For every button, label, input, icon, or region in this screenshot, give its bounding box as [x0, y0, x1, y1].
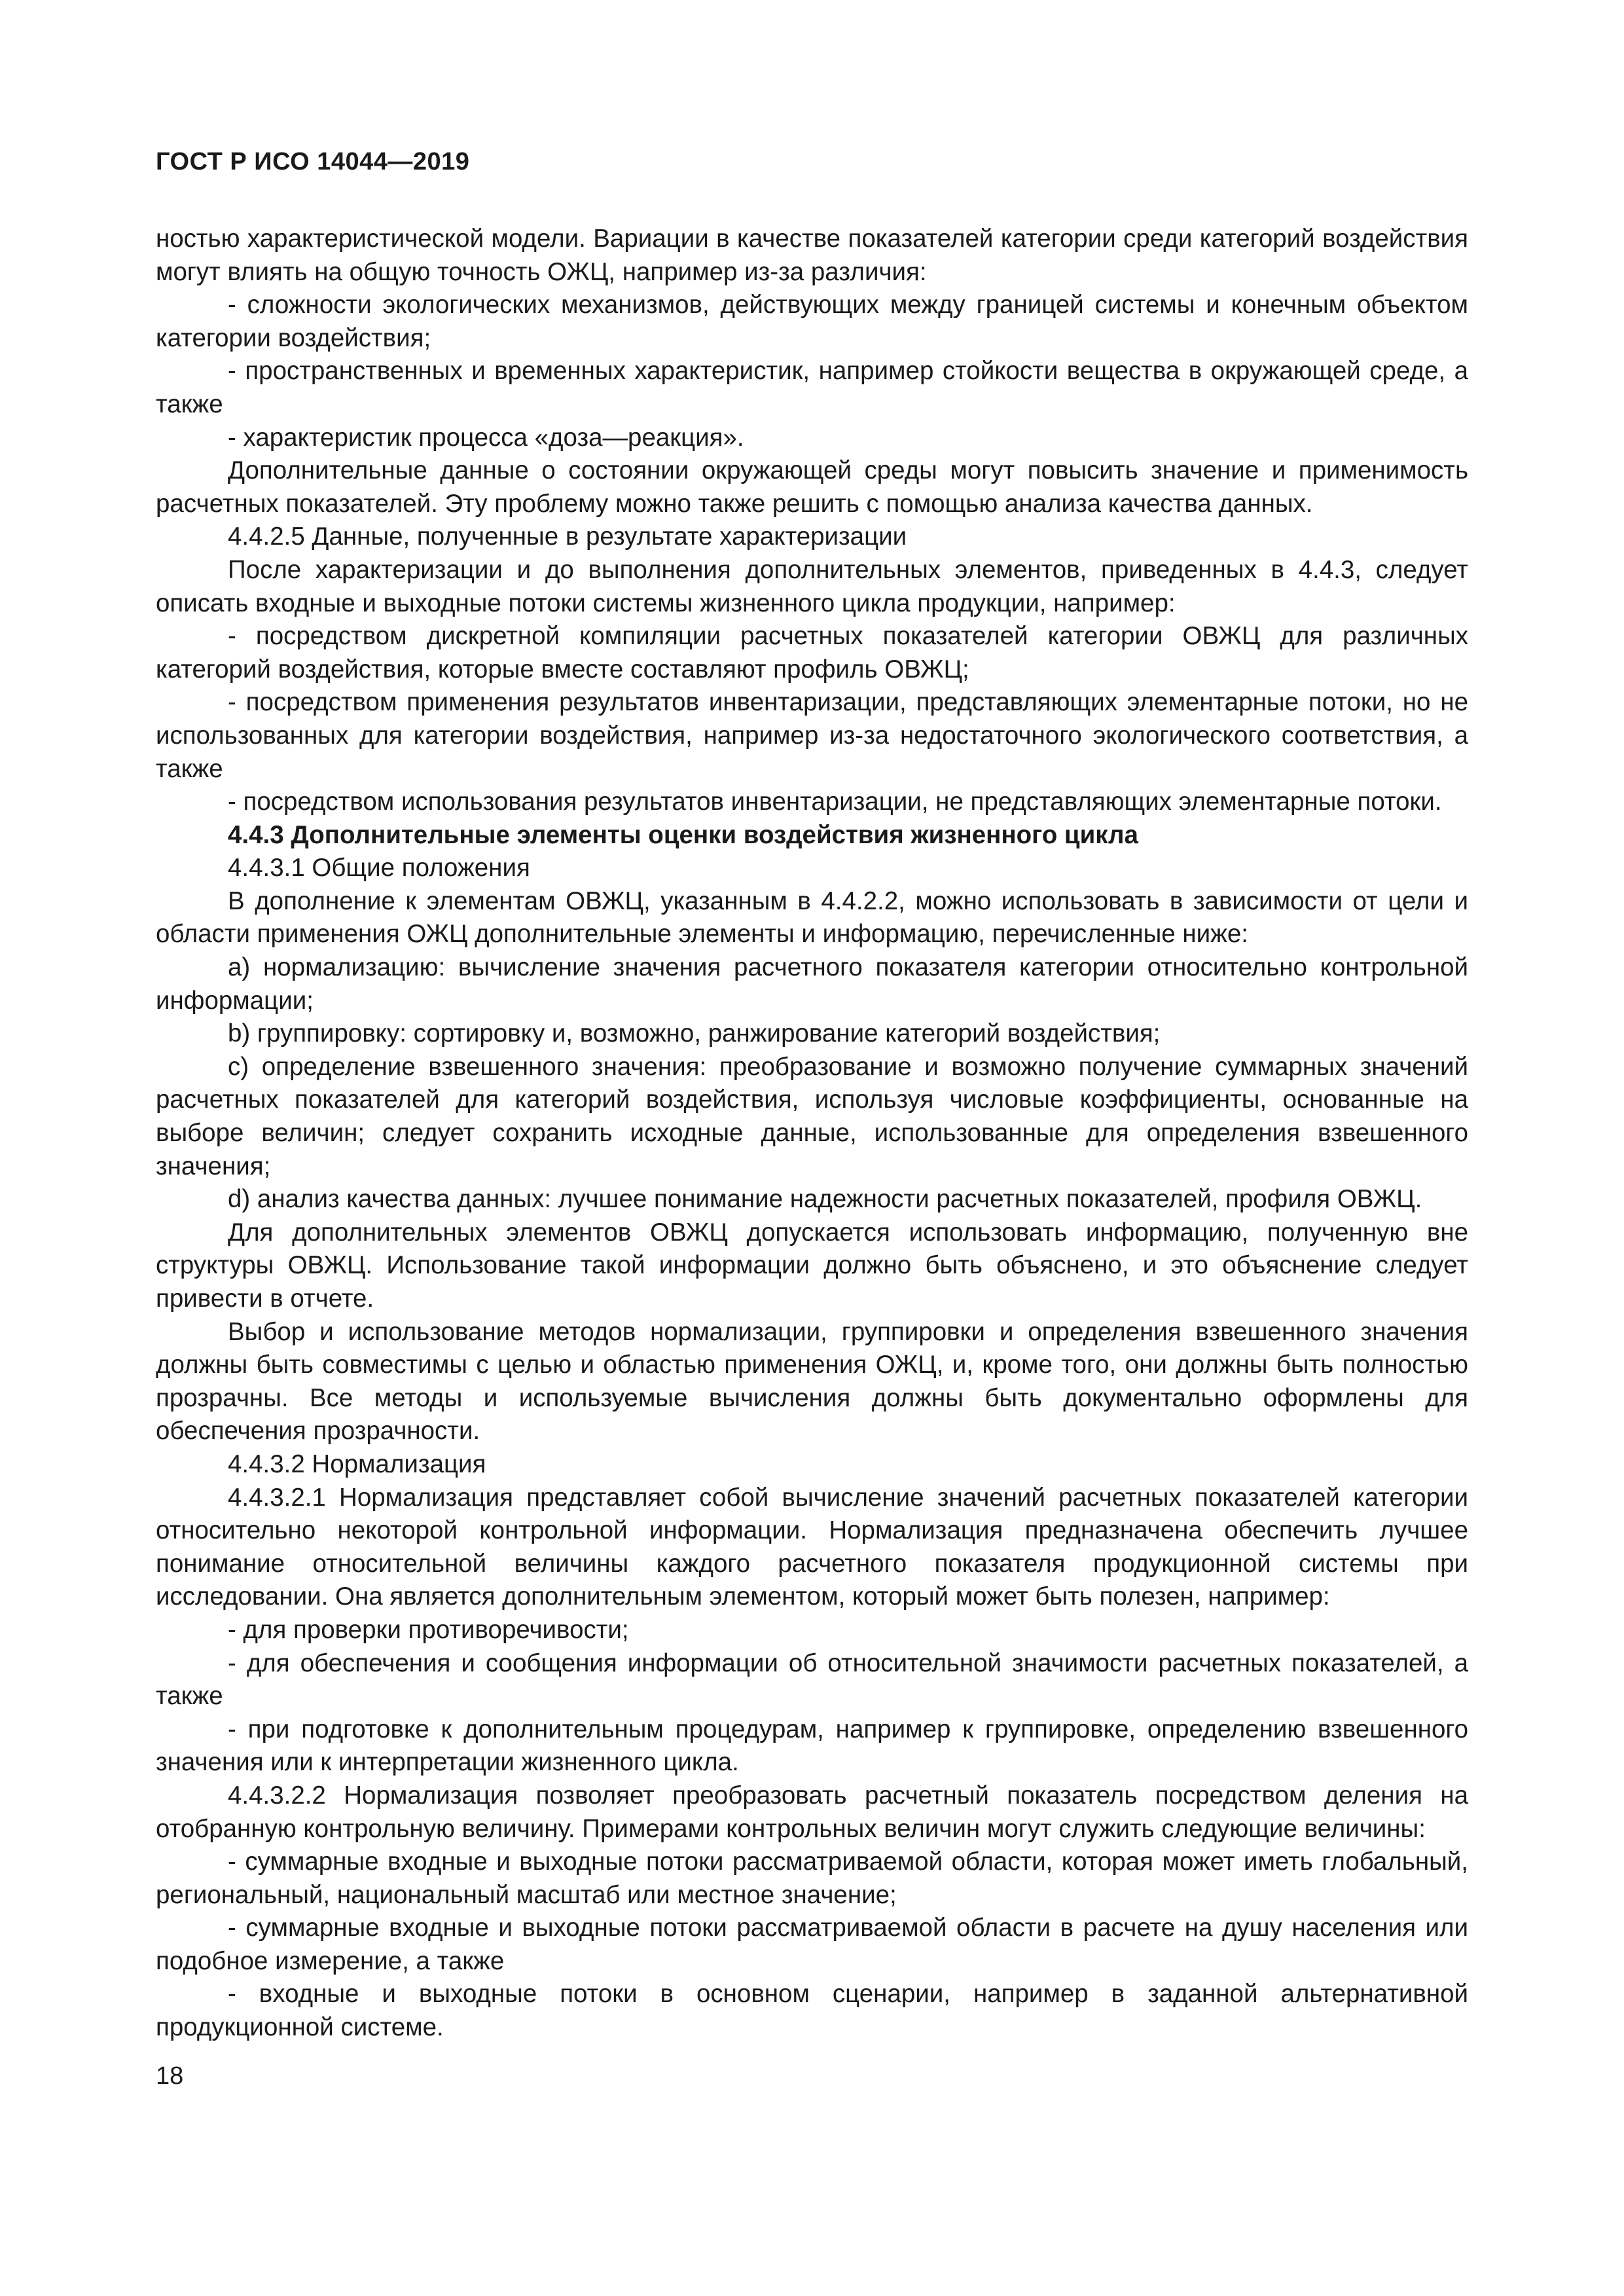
subsection-title: 4.4.3.1 Общие положения	[228, 854, 530, 883]
list-item: b) группировку: сортировку и, возможно, ранжирование категорий воздействия;	[228, 1019, 1161, 1048]
list-item: - суммарные входные и выходные потоки рассматриваемой области, которая может иметь глобальный, региональный, национальный масштаб или местное значение;	[156, 1848, 1468, 1909]
paragraph: Для дополнительных элементов ОВЖЦ допускается использовать информацию, полученную вне структуры ОВЖЦ. Использование такой информации должно быть объяснено, и это объяснение следует привести в отчете.	[156, 1218, 1468, 1313]
document-header: ГОСТ Р ИСО 14044—2019	[156, 148, 470, 175]
paragraph: 4.4.3.2.1 Нормализация представляет собой вычисление значений расчетных показателей категории относительно некоторой контрольной информации. Нормализация предназначена обеспечить лучшее понимание относительной величины каждого расчетного показателя продукционной системы при исследовании. Она является дополнительным элементом, который может быть полезен, например:	[156, 1483, 1468, 1611]
subsection-title: 4.4.3.2 Нормализация	[228, 1449, 486, 1478]
paragraph: После характеризации и до выполнения дополнительных элементов, приведенных в 4.4.3, следует описать входные и выходные потоки системы жизненного цикла продукции, например:	[156, 555, 1468, 617]
paragraph: ностью характеристической модели. Вариации в качестве показателей категории среди категорий воздействия могут влиять на общую точность ОЖЦ, например из-за различия:	[156, 225, 1468, 286]
list-item: - посредством дискретной компиляции расчетных показателей категории ОВЖЦ для различных категорий воздействия, которые вместе составляют профиль ОВЖЦ;	[156, 622, 1468, 683]
paragraph: Выбор и использование методов нормализации, группировки и определения взвешенного значения должны быть совместимы с целью и областью применения ОЖЦ, и, кроме того, они должны быть полностью прозрачны. Все методы и используемые вычисления должны быть документально оформлены для обеспечения прозрачности.	[156, 1317, 1468, 1446]
paragraph: 4.4.3.2.2 Нормализация позволяет преобразовать расчетный показатель посредством деления на отобранную контрольную величину. Примерами контрольных величин могут служить следующие величины:	[156, 1781, 1468, 1843]
list-item: - сложности экологических механизмов, действующих между границей системы и конечным объектом категории воздействия;	[156, 291, 1468, 352]
list-item: - входные и выходные потоки в основном сценарии, например в заданной альтернативной продукционной системе.	[156, 1980, 1468, 2042]
list-item: - характеристик процесса «доза—реакция».	[228, 423, 744, 452]
list-item: - посредством применения результатов инвентаризации, представляющих элементарные потоки, но не использованных для категории воздействия, например из-за недостаточного экологического соответствия, а также	[156, 688, 1468, 783]
page-number: 18	[156, 2062, 184, 2090]
list-item: - при подготовке к дополнительным процедурам, например к группировке, определению взвешенного значения или к интерпретации жизненного цикла.	[156, 1715, 1468, 1777]
list-item: d) анализ качества данных: лучшее понимание надежности расчетных показателей, профиля ОВЖЦ.	[228, 1185, 1422, 1214]
list-item: c) определение взвешенного значения: преобразование и возможно получение суммарных значений расчетных показателей для категорий воздействия, используя числовые коэффициенты, основанные на выборе величин; следует сохранить исходные данные, использованные для определения взвешенного значения;	[156, 1052, 1468, 1180]
paragraph: В дополнение к элементам ОВЖЦ, указанным в 4.4.2.2, можно использовать в зависимости от цели и области применения ОЖЦ дополнительные элементы и информацию, перечисленные ниже:	[156, 886, 1468, 949]
list-item: - суммарные входные и выходные потоки рассматриваемой области в расчете на душу населения или подобное измерение, а также	[156, 1914, 1468, 1975]
list-item: - для проверки противоречивости;	[228, 1615, 629, 1644]
list-item: - для обеспечения и сообщения информации об относительной значимости расчетных показателей, а также	[156, 1649, 1468, 1711]
list-item: - посредством использования результатов инвентаризации, не представляющих элементарные потоки.	[228, 788, 1442, 816]
document-body	[156, 223, 1468, 2045]
list-item: - пространственных и временных характеристик, например стойкости вещества в окружающей среде, а также	[156, 357, 1468, 418]
subsection-title: 4.4.2.5 Данные, полученные в результате характеризации	[228, 522, 907, 551]
paragraph: Дополнительные данные о состоянии окружающей среды могут повысить значение и применимость расчетных показателей. Эту проблему можно также решить с помощью анализа качества данных.	[156, 456, 1468, 518]
list-item: a) нормализацию: вычисление значения расчетного показателя категории относительно контрольной информации;	[156, 953, 1468, 1015]
section-heading: 4.4.3 Дополнительные элементы оценки воздействия жизненного цикла	[228, 820, 1138, 849]
